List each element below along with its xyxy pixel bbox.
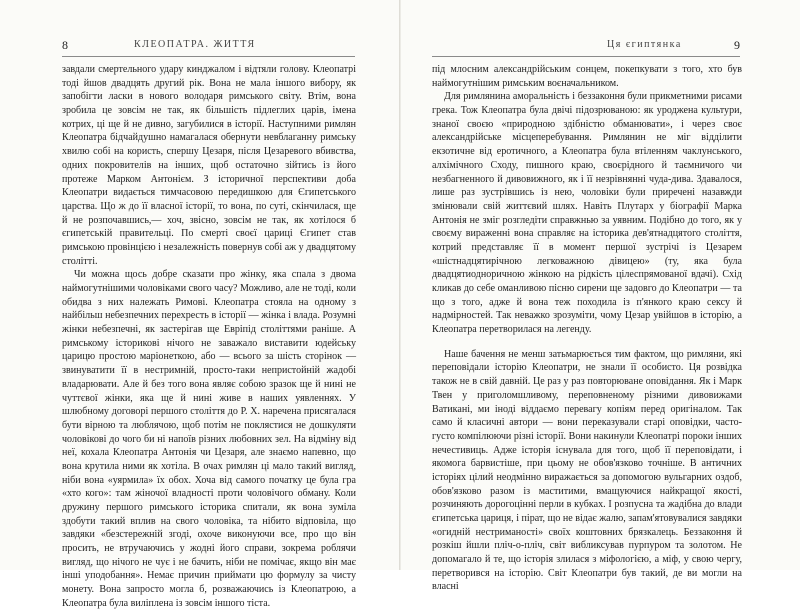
- right-page: [401, 0, 800, 593]
- right-page-header: [432, 38, 740, 57]
- paragraph: завдали смертельного удару кинджалом і відтяли голову. Клеопатрі тоді йшов двадцять другий рік. Вона не мала іншого вибору, як запобігти ласки в нового володаря римського світу. Втім, вона зробила це зовсім не так, як більшість підлеглих царів, імена котрих, ці ще й не дивно, загубилися в історії. Наступними римлян Клеопатра бідчайдушно намагалася обернути невблаганну римську хвилю собі на користь, спершу Цезаря, після Цезаревого вбивства, одних покровителів на інших, щоб остаточно зійтись із його протеже Марком Антонієм. З історичної перспективи доба Клеопатри видається тимчасовою передишкою для Єгипетського царства. Що ж до її власної історії, то вона, по суті, скінчилася, ще й не розпочавшись,— хоч, звісно, зовсім не так, як хотілося б єгипетській правительці. По смерті своєї цариці Єгипет став римською провінцією і незалежність повернув собі аж у двадцятому столітті.: [62, 64, 356, 267]
- left-page: [0, 0, 399, 609]
- paragraph: Чи можна щось добре сказати про жінку, яка спала з двома наймогутнішими чоловіками свого часу? Можливо, але не тоді, коли обидва з них належать Римові. Клеопатра стояла на одному з найбільш небезпечних перехресть в історії — жінка і влада. Розумні жінки небезпечні, як застерігав ще Евріпід століттями раніше. А римському історикові нічого не заважало виставити юдейську царицю простою маріонеткою, або — всього за шість сторінок — звинуватити її в нестримній, просто-таки непристойній жадобі владарювати. Але й без того вона являє собою зразок ще й нині не чуттєвої жінки, яка ще й нині живе в наших уявленнях. У шлюбному договорі першого століття до Р. Х. наречена присягалася бути вірною та люблячою, щоб потім не поклястися не дошкуляти чоловікові до чого би ні напоїв різних любовних зел. На відміну від неї, кохала Клеопатра Антонія чи Цезаря, але знаємо напевно, що вона крутила ними як хотіла. В очах римлян ці мало такий вигляд, ніби вона «уярмила» їх обох. Хоча від самого початку це була гра «хто кого»: там жіночої владності проти чоловічого обману. Коли дружину першого римського історика спитали, як вона зуміла здобути такий вплив на свого чоловіка, та нібито відповіла, що завдяки «безстережній згоді, охоче виконуючи все, про що він просить, не втручаючись у жодні його справи, зокрема роблячи вигляд, що нічого не чує і не бачить, ніби не помічає, якщо він має інші уподобання». Немає причин приймати цю формулу за чисту монету. Вона запросто могла б, розважаючись із Клеопатрою, а Клеопатра була виліплена із зовсім іншого тіста.: [62, 269, 356, 609]
- left-page-number: 8: [62, 38, 68, 52]
- right-page-number: 9: [734, 38, 740, 52]
- paragraph: під млосним александрійським сонцем, покепкувати з того, хто був наймогутнішим римським воєначальником.: [432, 64, 742, 89]
- paragraph: Для римлянина аморальність і беззаконня були прикметними рисами грека. Тож Клеопатра була двічі підозрюваною: як уроджена культури, знаної своєю «природною здібністю обманювати», і через своє александрійське місцеперебування. Римлянин не міг відділити екзотичне від еротичного, а Клеопатра була втіленням чаклунського, алхімічного Сходу, пишного краю, своєрідного й таємничого чи незбагненного й дивовижного, як і її незрівнянні чуда-дива. Здавалося, лише раз зустрівшись із нею, чоловіки були приречені назавжди змінювали свій життєвий шлях. Навіть Плутарх у біографії Марка Антонія не зміг розгледіти справжнью за уявним. Подібно до того, як у своєму вираженні вона справляє на історика дев'ятнадцятого століття, котрий представляє її в момент першої зустрічі із Цезарем «шістнадцятирічною легковажною дівицею» (ту, яка була двадцятиодноричною жінкою на рідкість цілеспрямованої вдачі). Схід кликав до себе оманливою пісню сирени ще задовго до Клеопатри — та що з того, адже й вона теж походила із п'янкого краю сексу й надмірностей. Так неважко зрозуміти, чому Цезар увійшов в історію, а Клеопатра перетворилася на легенду.: [432, 91, 742, 336]
- paragraph: Наше бачення не менш затьмарюється тим фактом, що римляни, які переповідали історію Клеопатри, не знали її особисто. Ця розвідка також не в свій давній. Це раз у раз повторюване оповідання. Як і Марк Твен у приголомшливому, переповненому різними дивовижами Ватикані, ми іноді віддаємо перевагу копіям перед оригіналом. Так само й класичні автори — вони переказували старі оповідки, часто-густо компілюючи різні історії. Вони накинули Клеопатрі пороки інших нечестивиць. Адже історія існувала для того, щоб її переповідати, і якомога барвистіше, при цьому не обов'язково точніше. В античних історіях цілий неодмінно виражається за допомогою вульгарних оздоб, обов'язково разом із маститими, вмащуючися найкращої якості, розчиняють дорогоцінні перли в кубках. І розпусна та жадібна до влади єгипетська цариця, і пірат, що не відає жалю, запам'ятовувалися завдяки «огидній нестриманості» своїх коштовних брязкалець. Беззаконня й розкіш йшли пліч-о-пліч, світ вибликсував пурпуром та золотом. Не допомагало й те, що історія злилася з міфологією, а міф, у свою чергу, перетворився на історію. Світ Клеопатри був такий, де ви могли на власні: [432, 348, 742, 593]
- right-page-text: [432, 63, 742, 594]
- left-running-title: КЛЕОПАТРА. ЖИТТЯ: [134, 39, 256, 50]
- left-page-text: [62, 63, 356, 611]
- left-page-header: [62, 38, 355, 57]
- right-running-title: Ця єгиптянка: [607, 39, 682, 50]
